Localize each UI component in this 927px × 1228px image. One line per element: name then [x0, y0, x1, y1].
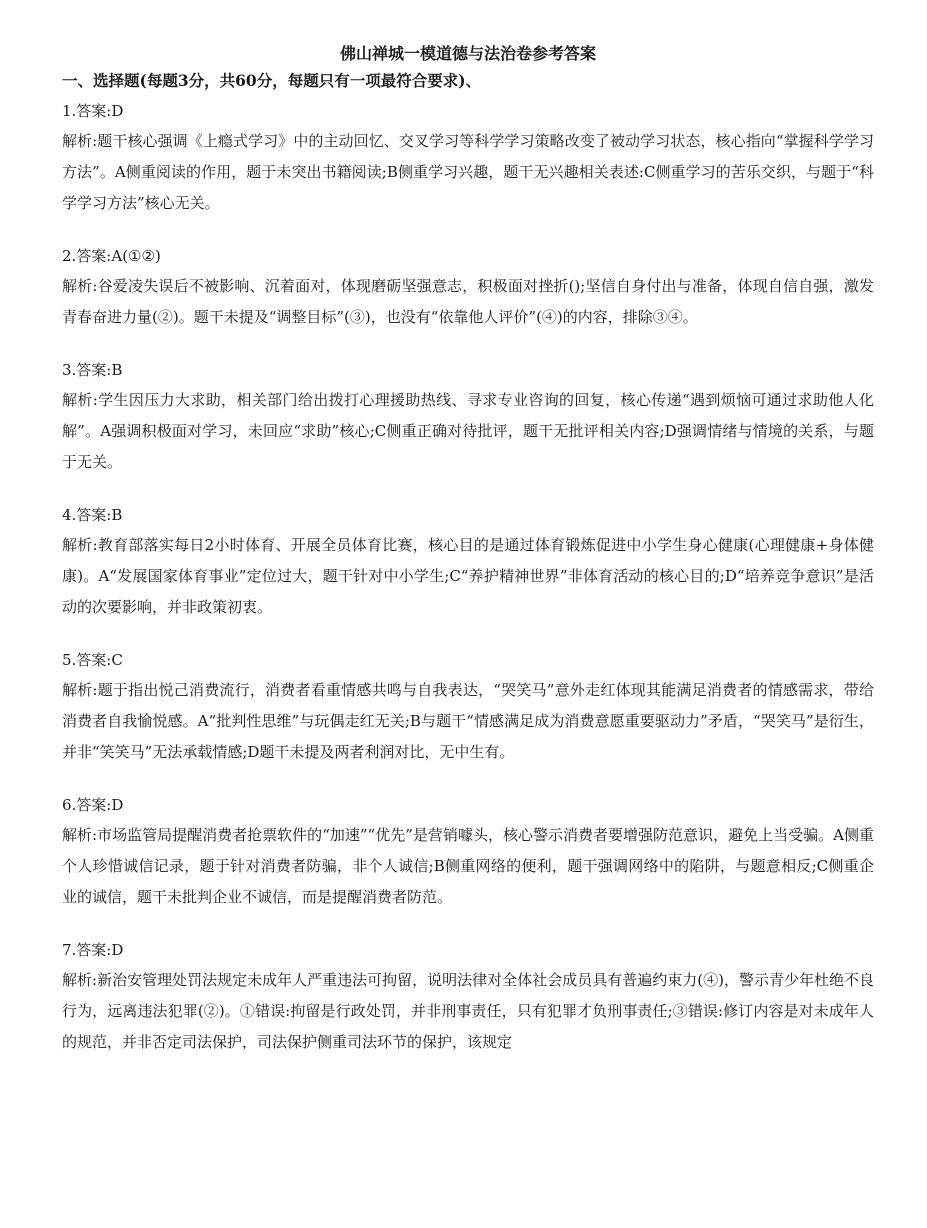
analysis-text: 解析:题于指出悦己消费流行，消费者看重情感共鸣与自我表达，“哭笑马”意外走红体现其能满足消费者的情感需求，带给消费者自我愉悦感。A“批判性思维”与玩偶走红无关;B与题干“情感满足成为消费意愿重要驱动力”矛盾，“哭笑马”是衍生，并非“笑笑马”无法承载情感;D题干未提及两者利润对比，无中生有。: [62, 681, 874, 761]
question-6: [62, 790, 874, 913]
question-2: [62, 241, 874, 333]
section-heading: 一、选择题(每题3分，共60分，每题只有一项最符合要求)、: [62, 71, 482, 90]
analysis-text: 解析:题干核心强调《上瘾式学习》中的主动回忆、交叉学习等科学学习策略改变了被动学习状态，核心指向“掌握科学学习方法”。A侧重阅读的作用，题于未突出书籍阅读;B侧重学习兴趣，题干无兴趣相关表述:C侧重学习的苦乐交织，与题于“科学学习方法”核心无关。: [62, 132, 874, 212]
document-title: 佛山禅城一模道德与法治卷参考答案: [339, 44, 596, 63]
answer-line: 4.答案:B: [62, 506, 123, 524]
analysis-text: 解析:新治安管理处罚法规定未成年人严重违法可拘留，说明法律对全体社会成员具有普遍约束力(④)，警示青少年杜绝不良行为，远离违法犯罪(②)。①错误:拘留是行政处罚，并非刑事责任，只有犯罪才负刑事责任;③错误:修订内容是对未成年人的规范，并非否定司法保护，司法保护侧重司法环节的保护，该规定: [62, 971, 874, 1051]
analysis-text: 解析:市场监管局提醒消费者抢票软件的“加速”“优先”是营销噱头，核心警示消费者要增强防范意识，避免上当受骗。A侧重个人珍惜诚信记录，题于针对消费者防骗，非个人诚信;B侧重网络的便利，题干强调网络中的陷阱，与题意相反;C侧重企业的诚信，题干未批判企业不诚信，而是提醒消费者防范。: [62, 826, 874, 906]
answer-line: 1.答案:D: [62, 102, 124, 120]
answer-line: 5.答案:C: [62, 651, 123, 669]
question-5: [62, 645, 874, 768]
answer-line: 7.答案:D: [62, 941, 124, 959]
analysis-text: 解析:学生因压力大求助，相关部门给出拨打心理援助热线、寻求专业咨询的回复，核心传递“遇到烦恼可通过求助他人化解”。A强调积极面对学习，未回应“求助”核心;C侧重正确对待批评，题干无批评相关内容;D强调情绪与情境的关系，与题于无关。: [62, 391, 874, 471]
answer-line: 3.答案:B: [62, 361, 123, 379]
question-1: [62, 96, 874, 219]
question-4: [62, 500, 874, 623]
answer-line: 2.答案:A(①②): [62, 247, 161, 265]
answer-document: [62, 42, 874, 1080]
answer-line: 6.答案:D: [62, 796, 124, 814]
question-3: [62, 355, 874, 478]
analysis-text: 解析:谷爱凌失误后不被影响、沉着面对，体现磨砺坚强意志，积极面对挫折();坚信自身付出与准备，体现自信自强，激发青春奋进力量(②)。题干未提及“调整目标”(③)，也没有“依靠他人评价”(④)的内容，排除③④。: [62, 277, 874, 326]
question-7: [62, 935, 874, 1058]
analysis-text: 解析:教育部落实每日2小时体育、开展全员体育比赛，核心目的是通过体育锻炼促进中小学生身心健康(心理健康+身体健康)。A“发展国家体育事业”定位过大，题干针对中小学生;C“养护精神世界”非体育活动的核心目的;D“培养竞争意识”是活动的次要影响，并非政策初衷。: [62, 536, 874, 616]
